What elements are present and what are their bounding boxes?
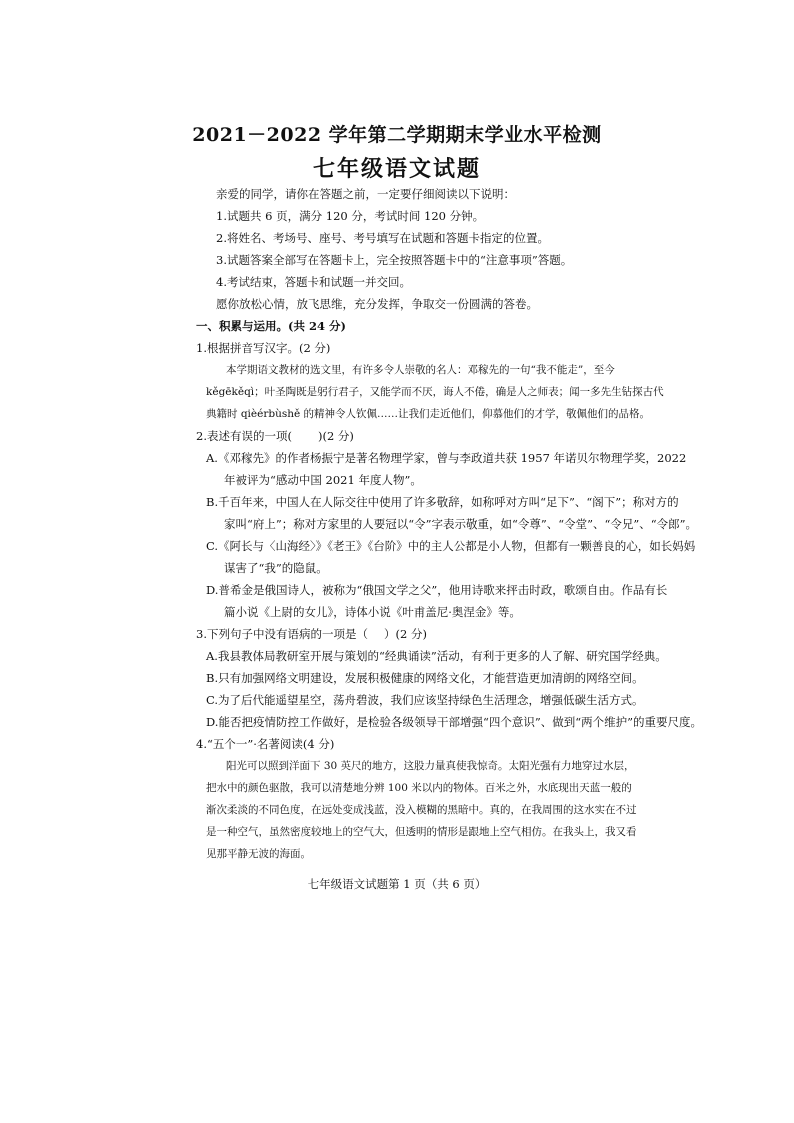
section-heading: 一、积累与运用。(共 24 分) xyxy=(196,319,346,333)
question-2-option: A.《邓稼先》的作者杨振宁是著名物理学家，曾与李政道共获 1957 年诺贝尔物理学奖，2022 xyxy=(206,451,687,465)
exam-title: 2021－2022 学年第二学期期末学业水平检测 xyxy=(192,124,602,146)
question-2-option: 年被评为“感动中国 2021 年度人物”。 xyxy=(224,473,422,487)
reading-passage: 是一种空气，虽然密度较地上的空气大，但透明的情形是跟地上空气相仿。在我头上，我又看 xyxy=(206,826,637,838)
question-3-option: B.只有加强网络文明建设，发展积极健康的网络文化，才能营造更加清朗的网络空间。 xyxy=(206,671,644,685)
question-3-option: D.能否把疫情防控工作做好，是检验各级领导干部增强“四个意识”、做到“两个维护”的重要尺度。 xyxy=(206,715,702,729)
question-2-stem-start: 2.表述有误的一项( xyxy=(196,429,292,443)
question-3-stem-start: 3.下列句子中没有语病的一项是（ xyxy=(196,627,368,641)
question-2-option: 篇小说《上尉的女儿》，诗体小说《叶甫盖尼·奥涅金》等。 xyxy=(224,605,521,619)
question-3-stem-end: ）(2 分) xyxy=(383,627,427,641)
intro-wish: 愿你放松心情，放飞思维，充分发挥，争取交一份圆满的答卷。 xyxy=(216,297,538,311)
instruction-item: 4.考试结束，答题卡和试题一并交回。 xyxy=(216,275,411,289)
question-3-stem xyxy=(196,628,427,642)
page-footer: 七年级语文试题第 1 页（共 6 页） xyxy=(307,877,487,891)
intro-greeting: 亲爱的同学，请你在答题之前，一定要仔细阅读以下说明： xyxy=(216,187,515,201)
question-1-stem: 1.根据拼音写汉字。(2 分) xyxy=(196,341,331,355)
question-4-stem: 4.“五个一”·名著阅读(4 分) xyxy=(196,737,335,751)
question-3-option: C.为了后代能遥望星空，荡舟碧波，我们应该坚持绿色生活理念，增强低碳生活方式。 xyxy=(206,693,644,707)
question-3-option: A.我县教体局教研室开展与策划的“经典诵读”活动，有利于更多的人了解、研究国学经典。 xyxy=(206,649,667,663)
question-2-option: B.千百年来，中国人在人际交往中使用了许多敬辞，如称呼对方叫“足下”、“阁下”；称对方的 xyxy=(206,495,679,509)
question-2-option: D.普希金是俄国诗人，被称为“俄国文学之父”，他用诗歌来抨击时政，歌颂自由。作品有长 xyxy=(206,583,668,597)
reading-passage: 渐次柔淡的不同色度，在远处变成浅蓝，没入模糊的黑暗中。真的，在我周围的这水实在不过 xyxy=(206,804,637,816)
reading-passage: 把水中的颜色驱散，我可以清楚地分辨 100 米以内的物体。百米之外，水底现出天蓝一般的 xyxy=(206,782,632,794)
exam-subtitle: 七年级语文试题 xyxy=(312,156,481,182)
question-1-text: kěgēkěqì；叶圣陶既是躬行君子，又能学而不厌，诲人不倦，确是人之师表；闻一多先生钻探古代 xyxy=(206,386,664,398)
question-2-option: 家叫“府上”；称对方家里的人要冠以“令”字表示敬重，如“令尊”、“令堂”、“令兄”、“令郎”。 xyxy=(224,517,698,531)
question-2-option: 谋害了“我”的隐鼠。 xyxy=(224,561,328,575)
question-2-stem xyxy=(196,430,354,444)
question-2-option: C.《阿长与〈山海经〉》《老王》《台阶》中的主人公都是小人物，但都有一颗善良的心，如长妈妈 xyxy=(206,539,696,553)
question-1-text: 典籍时 qièérbùshě 的精神令人钦佩……让我们走近他们，仰慕他们的才学，敬佩他们的品格。 xyxy=(206,408,651,420)
instruction-item: 1.试题共 6 页，满分 120 分，考试时间 120 分钟。 xyxy=(216,209,485,223)
reading-passage: 见那平静无波的海面。 xyxy=(206,848,311,860)
instruction-item: 2.将姓名、考场号、座号、考号填写在试题和答题卡指定的位置。 xyxy=(216,231,549,245)
question-1-text: 本学期语文教材的选文里，有许多令人崇敬的名人：邓稼先的一句“我不能走”，至今 xyxy=(226,364,615,376)
question-2-stem-end: )(2 分) xyxy=(317,429,354,443)
reading-passage: 阳光可以照到洋面下 30 英尺的地方，这股力量真使我惊奇。太阳光强有力地穿过水层， xyxy=(226,760,635,772)
instruction-item: 3.试题答案全部写在答题卡上，完全按照答题卡中的“注意事项”答题。 xyxy=(216,253,573,267)
